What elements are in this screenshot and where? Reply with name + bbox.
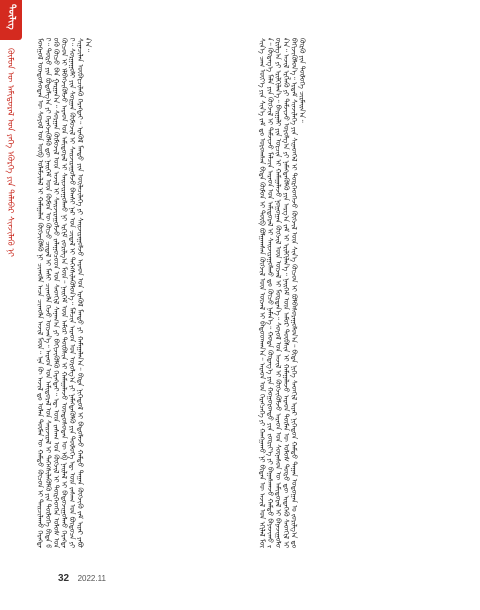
body-column-left: ᠮᠣᠩᠭᠣᠯ ᠦᠨᠳᠦᠰᠦᠲᠡᠨ ᠦ ᠰᠤᠶᠤᠯ ᠤᠨ ᠥᠪ ᠤᠯᠠᠮᠵᠢᠯᠠᠯ ᠢ ᠬᠠᠮᠠᠭᠠᠯᠠᠨ ᠬᠥᠭᠵᠢᠭᠦᠯᠬᠦ ᠨᠢ ᠴᠢᠬᠤᠯᠠ ᠠᠴᠠ ᠴᠢᠬᠤᠯᠠ ᠠᠵᠢᠯ ᠮᠥᠨ᠃ ᠡᠨᠡ ᠬᠦ ᠠᠵᠢᠯ ᠳᠤ ᠣᠯᠠᠨ ᠲᠥᠮᠡᠨ ᠦ ᠬᠠᠮᠲᠤ ᠬᠦᠴᠦᠨ ᠢ ᠳᠠᠢᠴᠢᠯᠠᠬᠤ ᠬᠡᠷᠡᠭᠲᠡᠢ᠃ ᠲᠥᠷᠦ ᠶᠢᠨ ᠪᠣᠳᠣᠯᠭ᠎ᠠ ᠶᠢ ᠬᠡᠷᠡᠭᠵᠢᠭᠦᠯᠬᠦ ᠳᠦ ᠨᠡᠢᠭᠡᠮ ᠦᠨ ᠬᠦᠮᠦᠨ ᠦ ᠬᠦᠴᠦ ᠴᠢᠳᠠᠯ ᠢ ᠮᠠᠰᠢ ᠴᠢᠬᠤᠯᠠ ᠭᠡᠵᠦ ᠦᠵᠡᠨ᠎ᠡ᠃ ᠠᠷᠠᠳ ᠤᠨ ᠠᠮᠢᠳᠤᠷᠠᠯ ᠤᠨ ᠰᠠᠢᠵᠢᠷᠠᠯ ᠢ ᠳᠡᠭᠡᠭᠰᠢᠯᠡᠭᠦᠯᠬᠦ ᠶᠢᠨ ᠲᠥᠯᠥᠭᠡ ᠪᠢᠳᠡ ᠪᠦᠬᠦ ᠬᠦᠴᠦ ᠪᠡᠨ ᠭᠠᠷᠭᠠᠨ᠎ᠠ᠃ ᠰᠤᠷᠭᠠᠨ ᠬᠦᠮᠦᠵᠢᠯ ᠦᠨ ᠠᠵᠢᠯ ᠢ ᠰᠠᠢᠵᠢᠷᠠᠭᠤᠯᠵᠤ ᠵᠠᠯᠠᠭᠤᠴᠤᠳ ᠤᠨ ᠰᠡᠳᠬᠢᠯ ᠰᠠᠨᠠᠭ᠎ᠠ ᠶᠢ ᠪᠡᠬᠢᠵᠢᠭᠦᠯᠬᠦ ᠬᠡᠷᠡᠭᠲᠡᠢ᠃ ᠡᠳ᠋ ᠦᠨ ᠵᠠᠰᠠᠭ ᠤᠨ ᠬᠥᠭᠵᠢᠯ ᠢ ᠲᠦᠷᠭᠡᠳᠭᠡᠨ ᠤᠯᠤᠰ ᠤᠨ ᠬᠦᠴᠦᠨ ᠢ ᠡᠯᠪᠡᠭᠵᠢᠭᠦᠯᠵᠦ ᠠᠷᠠᠳ ᠤᠨ ᠠᠮᠢᠳᠤᠷᠠᠯ ᠢ ᠰᠠᠢᠵᠢᠷᠠᠭᠤᠯᠬᠤ ᠨᠢ ᠡᠷᠬᠢᠮ ᠵᠣᠷᠢᠯᠭ᠎ᠠ ᠮᠥᠨ᠃ ᠨᠡᠢᠭᠡᠮ ᠦᠨ ᠠᠮᠤᠷ ᠲᠦᠪᠰᠢᠨ ᠢ ᠬᠠᠮᠠᠭᠠᠯᠠᠵᠤ ᠦᠨᠳᠦᠰᠦᠲᠡᠨ ᠦ ᠡᠪ ᠨᠡᠢᠯᠡᠯ ᠢ ᠪᠠᠲᠤᠵᠢᠭᠤᠯᠬᠤ ᠬᠡᠷᠡᠭᠲᠡᠢ᠃ ᠰᠤᠷᠭᠠᠭᠤᠯᠢ ᠶᠢᠨ ᠰᠤᠷᠭᠠᠨ ᠬᠦᠮᠦᠵᠢᠯ ᠢ ᠰᠠᠢᠵᠢᠷᠠᠭᠤᠯᠵᠤ ᠪᠠᠭᠰᠢ ᠨᠠᠷ ᠤᠨ ᠴᠢᠳᠠᠯ ᠢ ᠳᠡᠭᠡᠭᠰᠢᠯᠡᠭᠦᠯᠦᠨ᠎ᠡ᠃ ᠮᠠᠯᠴᠢᠨ ᠠᠷᠠᠳ ᠤᠨ ᠣᠷᠣᠯᠭ᠎ᠠ ᠶᠢ ᠨᠡᠮᠡᠭᠳᠡᠭᠦᠯᠬᠦ ᠶᠢᠨ ᠲᠥᠯᠥᠭᠡ ᠡᠳ᠋ ᠦᠨ ᠵᠠᠰᠠᠭ ᠤᠨ ᠪᠦᠲᠦᠴᠡ ᠶᠢ ᠰᠢᠨᠡᠴᠢᠯᠡᠨ ᠥᠪᠡᠷᠴᠢᠯᠡᠬᠦ ᠬᠡᠷᠡᠭᠲᠡᠢ᠃ ᠡᠷᠡᠭᠦᠯ ᠮᠡᠨᠳᠦ ᠶᠢᠨ ᠦᠢᠯᠡᠴᠢᠯᠡᠭᠡ ᠶᠢ ᠰᠠᠢᠵᠢᠷᠠᠭᠤᠯᠵᠤ ᠠᠷᠠᠳ ᠤᠨ ᠡᠷᠡᠭᠦᠯ ᠮᠡᠨᠳᠦ ᠶᠢ ᠬᠠᠮᠠᠭᠠᠯᠠᠨ᠎ᠠ᠃ ᠪᠢᠳᠡ ᠨᠢᠭᠡᠳᠦᠯ ᠢ ᠪᠠᠲᠤᠯᠠᠵᠤ ᠬᠠᠮᠲᠤ ᠳᠠᠭᠠᠨ ᠬᠥᠭᠵᠢᠬᠦ ᠵᠠᠮ ᠢᠶᠠᠷ ᠶᠠᠪᠤᠨ᠎ᠠ᠃ — [36, 38, 92, 548]
page-number: 32 — [58, 573, 70, 584]
page-footer — [58, 568, 106, 586]
body-column-right: ᠰᠢᠨ᠎ᠡ ᠴᠠᠭ ᠦᠶ᠎ᠡ ᠶᠢᠨ ᠰᠢᠨ᠎ᠡ ᠵᠠᠮ ᠳᠤ ᠣᠷᠣᠭᠰᠠᠨ ᠪᠢᠳᠡ ᠬᠦᠮᠦᠨ ᠢ ᠲᠥᠪ ᠪᠣᠯᠭᠠᠭᠰᠠᠨ ᠬᠥᠭᠵᠢᠯ ᠦᠨ ᠦᠵᠡᠯ ᠢ ᠪᠠᠲᠤᠳᠬᠠᠨ᠎ᠠ᠃ ᠠᠷᠠᠳ ᠤᠨ ᠬᠡᠷᠡᠭᠴᠡᠭᠡ ᠶᠢ ᠬᠠᠩᠭᠠᠬᠤ ᠨᠢ ᠪᠢᠳᠡᠨ ᠦ ᠠᠵᠢᠯ ᠤᠨ ᠡᠬᠢᠯᠡᠯ ᠮᠥᠨ᠃ ᠬᠥᠳᠡᠭ᠎ᠡ ᠮᠠᠯᠠ ᠶᠢᠨ ᠬᠥᠭᠵᠢᠯ ᠢ ᠳᠡᠮᠵᠢᠵᠦ ᠮᠠᠯᠴᠢᠨ ᠠᠷᠠᠳ ᠤᠨ ᠠᠮᠢᠳᠤᠷᠠᠯ ᠢ ᠰᠠᠢᠵᠢᠷᠠᠭᠤᠯᠬᠤ ᠳᠤ ᠬᠦᠴᠦ ᠨᠡᠮᠡᠨ᠎ᠡ᠃ ᠬᠣᠲᠠ ᠬᠥᠳᠡᠭ᠎ᠡ ᠶᠢᠨ ᠬᠣᠭᠣᠷᠣᠨᠳᠤ ᠶᠢᠨ ᠵᠥᠷᠢᠶ᠎ᠡ ᠶᠢ ᠪᠠᠭᠠᠰᠭᠠᠵᠤ ᠬᠠᠮᠲᠤ ᠪᠠᠶᠠᠵᠢᠬᠤ ᠵᠣᠷᠢᠯᠭ᠎ᠠ ᠶᠢ ᠡᠷᠢᠯᠬᠢᠯᠡᠨ᠎ᠡ᠃ ᠪᠠᠢᠭᠠᠯᠢ ᠶᠢᠨ ᠣᠷᠴᠢᠨ ᠢ ᠬᠠᠮᠠᠭᠠᠯᠠᠵᠤ ᠨᠣᠭᠣᠭᠠᠨ ᠬᠥᠭᠵᠢᠯ ᠦᠨ ᠦᠵᠡᠯ ᠢ ᠮᠥᠷᠳᠡᠨ᠎ᠡ᠃ ᠰᠤᠶᠤᠯ ᠤᠨ ᠠᠵᠢᠯ ᠢ ᠬᠥᠭᠵᠢᠭᠦᠯᠵᠦ ᠠᠷᠠᠳ ᠤᠨ ᠰᠦᠨᠡᠰᠦᠨ ᠦ ᠠᠮᠢᠳᠤᠷᠠᠯ ᠢ ᠪᠠᠶᠠᠵᠢᠭᠤᠯᠤᠨ᠎ᠠ᠃ ᠠᠵᠢᠯ ᠡᠷᠬᠯᠡᠬᠦ ᠶᠢ ᠳᠡᠮᠵᠢᠵᠦ ᠣᠷᠣᠯᠭ᠎ᠠ ᠶᠢ ᠨᠡᠮᠡᠭᠳᠡᠭᠦᠯᠬᠦ ᠶᠢᠨ ᠠᠷᠭ᠎ᠠ ᠵᠠᠮ ᠢ ᠡᠷᠢᠯᠬᠢᠯᠡᠨ᠎ᠡ᠃ ᠨᠡᠢᠭᠡᠮ ᠦᠨ ᠠᠮᠤᠷ ᠲᠦᠪᠰᠢᠨ ᠢ ᠬᠠᠮᠠᠭᠠᠯᠠᠵᠤ ᠠᠷᠠᠳ ᠲᠥᠮᠡᠨ ᠦ ᠤᠯᠤᠰ ᠲᠥᠷᠦ ᠳᠦ ᠢᠳᠡᠭᠡᠬᠦ ᠰᠡᠳᠬᠢᠯ ᠢ ᠪᠡᠬᠢᠵᠢᠭᠦᠯᠦᠨ᠎ᠡ᠃ ᠡᠷᠳᠡᠮ ᠰᠢᠨᠵᠢᠯᠡᠭᠡ ᠶᠢᠨ ᠰᠢᠨᠡᠳᠬᠡᠯ ᠢ ᠲᠦᠷᠭᠡᠳᠭᠡᠵᠦ ᠬᠥᠭᠵᠢᠯ ᠦᠨ ᠰᠢᠨ᠎ᠡ ᠬᠦᠴᠦᠨ ᠢ ᠪᠣᠯᠪᠠᠰᠤᠷᠠᠭᠤᠯᠤᠨ᠎ᠠ᠃ ᠪᠢᠳᠡ ᠨᠢᠭᠡ ᠰᠡᠳᠬᠢᠯ ᠢᠶᠡᠷ ᠨᠢᠭᠡᠳᠦᠨ ᠬᠠᠮᠲᠤ ᠳᠠᠭᠠᠨ ᠤᠳᠤᠭᠠᠨ ᠤ ᠵᠣᠷᠢᠯᠭ᠎ᠠ ᠳᠤ ᠬᠦᠷᠬᠦ ᠶᠢᠨ ᠲᠥᠯᠥᠭᠡ ᠴᠢᠷᠮᠠᠢᠨ᠎ᠠ᠃ — [258, 38, 306, 548]
section-badge-label: ᠳᠦᠯᠢᠭ — [6, 4, 16, 30]
section-badge — [0, 0, 22, 40]
article-subtitle: ᠬᠦᠮᠦᠨ ᠦ ᠠᠮᠢᠳᠤᠷᠠᠯ ᠤᠨ ᠶᠡᠬᠡ ᠡᠭᠦᠷᠭᠡ ᠶᠢᠨ ᠲᠠᠯᠠᠪᠠᠷ ᠰᠢᠨᠵᠢᠯᠡᠬᠦ ᠨᠢ — [5, 48, 15, 257]
issue-date: 2022.11 — [77, 574, 106, 583]
